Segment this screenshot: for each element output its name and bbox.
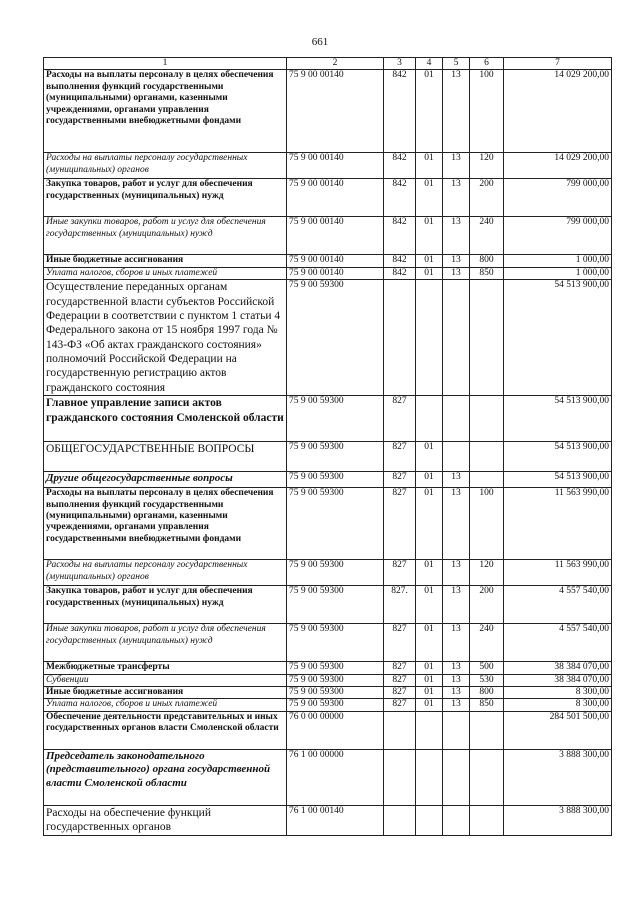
ministry-code: 842 [384, 179, 416, 217]
expense-type-code: 200 [470, 586, 504, 624]
subsection-code: 13 [443, 686, 470, 698]
section-code: 01 [416, 217, 443, 255]
header-cell-7: 7 [504, 58, 612, 70]
section-code: 01 [416, 586, 443, 624]
section-code: 01 [416, 488, 443, 560]
item-name: Другие общегосударственные вопросы [44, 472, 287, 488]
table-row [44, 686, 612, 698]
expense-type-code [470, 749, 504, 805]
item-name: Межбюджетные трансферты [44, 662, 287, 674]
budget-table [43, 57, 612, 836]
subsection-code: 13 [443, 472, 470, 488]
header-cell-1: 1 [44, 58, 287, 70]
item-name: Уплата налогов, сборов и иных платежей [44, 267, 287, 279]
ministry-code: 827 [384, 560, 416, 586]
amount: 284 501 500,00 [504, 711, 612, 749]
amount: 1 000,00 [504, 255, 612, 267]
section-code: 01 [416, 686, 443, 698]
target-code: 75 9 00 59300 [287, 560, 384, 586]
ministry-code: 827 [384, 662, 416, 674]
subsection-code: 13 [443, 699, 470, 711]
ministry-code [384, 711, 416, 749]
ministry-code [384, 805, 416, 835]
amount: 14 029 200,00 [504, 70, 612, 153]
target-code: 75 9 00 00140 [287, 70, 384, 153]
header-cell-6: 6 [470, 58, 504, 70]
target-code: 76 1 00 00000 [287, 749, 384, 805]
target-code: 75 9 00 00140 [287, 153, 384, 179]
subsection-code: 13 [443, 624, 470, 662]
amount: 11 563 990,00 [504, 488, 612, 560]
expense-type-code: 100 [470, 70, 504, 153]
ministry-code: 842 [384, 70, 416, 153]
expense-type-code: 100 [470, 488, 504, 560]
subsection-code: 13 [443, 674, 470, 686]
section-code: 01 [416, 560, 443, 586]
header-cell-4: 4 [416, 58, 443, 70]
expense-type-code: 530 [470, 674, 504, 686]
section-code: 01 [416, 624, 443, 662]
amount: 38 384 070,00 [504, 674, 612, 686]
subsection-code: 13 [443, 662, 470, 674]
amount: 4 557 540,00 [504, 586, 612, 624]
ministry-code: 842 [384, 267, 416, 279]
ministry-code: 827 [384, 624, 416, 662]
subsection-code [443, 396, 470, 442]
subsection-code [443, 711, 470, 749]
table-row [44, 749, 612, 805]
section-code: 01 [416, 472, 443, 488]
ministry-code: 827 [384, 699, 416, 711]
item-name: Субвенции [44, 674, 287, 686]
item-name: Расходы на выплаты персоналу государственных (муниципальных) органов [44, 153, 287, 179]
target-code: 75 9 00 00140 [287, 267, 384, 279]
section-code [416, 749, 443, 805]
section-code [416, 396, 443, 442]
amount: 8 300,00 [504, 699, 612, 711]
expense-type-code [470, 280, 504, 396]
subsection-code [443, 280, 470, 396]
expense-type-code: 120 [470, 560, 504, 586]
expense-type-code: 500 [470, 662, 504, 674]
expense-type-code: 800 [470, 686, 504, 698]
expense-type-code: 200 [470, 179, 504, 217]
header-cell-2: 2 [287, 58, 384, 70]
table-row [44, 662, 612, 674]
target-code: 75 9 00 59300 [287, 686, 384, 698]
amount: 1 000,00 [504, 267, 612, 279]
target-code: 75 9 00 59300 [287, 488, 384, 560]
expense-type-code [470, 472, 504, 488]
target-code: 75 9 00 59300 [287, 442, 384, 472]
section-code: 01 [416, 442, 443, 472]
section-code: 01 [416, 674, 443, 686]
amount: 11 563 990,00 [504, 560, 612, 586]
subsection-code: 13 [443, 70, 470, 153]
table-row [44, 153, 612, 179]
expense-type-code [470, 396, 504, 442]
amount: 799 000,00 [504, 217, 612, 255]
section-code: 01 [416, 70, 443, 153]
section-code: 01 [416, 662, 443, 674]
section-code: 01 [416, 255, 443, 267]
expense-type-code: 240 [470, 217, 504, 255]
subsection-code: 13 [443, 488, 470, 560]
section-code: 01 [416, 699, 443, 711]
ministry-code [384, 749, 416, 805]
item-name: Председатель законодательного (представительного) органа государственной власти Смоленской области [44, 749, 287, 805]
item-name: Главное управление записи актов гражданского состояния Смоленской области [44, 396, 287, 442]
amount: 8 300,00 [504, 686, 612, 698]
expense-type-code [470, 442, 504, 472]
target-code: 75 9 00 00140 [287, 255, 384, 267]
table-row [44, 624, 612, 662]
item-name: Закупка товаров, работ и услуг для обеспечения государственных (муниципальных) нужд [44, 179, 287, 217]
amount: 3 888 300,00 [504, 749, 612, 805]
amount: 4 557 540,00 [504, 624, 612, 662]
ministry-code: 827 [384, 488, 416, 560]
amount: 54 513 900,00 [504, 472, 612, 488]
target-code: 76 1 00 00140 [287, 805, 384, 835]
expense-type-code: 240 [470, 624, 504, 662]
page-number: 661 [311, 36, 329, 48]
subsection-code: 13 [443, 153, 470, 179]
target-code: 75 9 00 59300 [287, 586, 384, 624]
item-name: Обеспечение деятельности представительных и иных государственных органов власти Смоленской области [44, 711, 287, 749]
expense-type-code: 850 [470, 267, 504, 279]
table-row [44, 711, 612, 749]
ministry-code: 842 [384, 255, 416, 267]
item-name: Расходы на выплаты персоналу в целях обеспечения выполнения функций государственными (муниципальными) органами, казенными учреждениями, органами управления государственными внебюджетными фондами [44, 488, 287, 560]
table-row [44, 280, 612, 396]
header-cell-5: 5 [443, 58, 470, 70]
item-name: Расходы на выплаты персоналу государственных (муниципальных) органов [44, 560, 287, 586]
item-name: Закупка товаров, работ и услуг для обеспечения государственных (муниципальных) нужд [44, 586, 287, 624]
target-code: 75 9 00 59300 [287, 699, 384, 711]
ministry-code: 827 [384, 442, 416, 472]
amount: 54 513 900,00 [504, 442, 612, 472]
table-row [44, 586, 612, 624]
target-code: 75 9 00 59300 [287, 472, 384, 488]
subsection-code: 13 [443, 217, 470, 255]
item-name: Иные бюджетные ассигнования [44, 255, 287, 267]
expense-type-code: 120 [470, 153, 504, 179]
subsection-code [443, 805, 470, 835]
table-row [44, 179, 612, 217]
amount: 54 513 900,00 [504, 280, 612, 396]
section-code [416, 711, 443, 749]
target-code: 75 9 00 59300 [287, 396, 384, 442]
item-name: Уплата налогов, сборов и иных платежей [44, 699, 287, 711]
subsection-code: 13 [443, 586, 470, 624]
section-code [416, 805, 443, 835]
ministry-code: 827. [384, 586, 416, 624]
table-row [44, 674, 612, 686]
ministry-code: 827 [384, 686, 416, 698]
header-cell-3: 3 [384, 58, 416, 70]
expense-type-code [470, 805, 504, 835]
item-name: Иные закупки товаров, работ и услуг для обеспечения государственных (муниципальных) нужд [44, 624, 287, 662]
subsection-code: 13 [443, 255, 470, 267]
item-name: Расходы на обеспечение функций государственных органов [44, 805, 287, 835]
table-row [44, 488, 612, 560]
section-code: 01 [416, 267, 443, 279]
header-row [44, 58, 612, 70]
amount: 14 029 200,00 [504, 153, 612, 179]
subsection-code [443, 749, 470, 805]
table-row [44, 442, 612, 472]
ministry-code: 827 [384, 472, 416, 488]
subsection-code [443, 442, 470, 472]
table-row [44, 70, 612, 153]
target-code: 75 9 00 59300 [287, 624, 384, 662]
item-name: Расходы на выплаты персоналу в целях обеспечения выполнения функций государственными (муниципальными) органами, казенными учреждениями, органами управления государственными внебюджетными фондами [44, 70, 287, 153]
table-row [44, 396, 612, 442]
table-row [44, 699, 612, 711]
target-code: 75 9 00 59300 [287, 662, 384, 674]
target-code: 75 9 00 00140 [287, 179, 384, 217]
ministry-code [384, 280, 416, 396]
target-code: 75 9 00 00140 [287, 217, 384, 255]
table-row [44, 217, 612, 255]
expense-type-code [470, 711, 504, 749]
amount: 38 384 070,00 [504, 662, 612, 674]
section-code: 01 [416, 179, 443, 217]
item-name: Иные бюджетные ассигнования [44, 686, 287, 698]
target-code: 75 9 00 59300 [287, 280, 384, 396]
amount: 54 513 900,00 [504, 396, 612, 442]
amount: 799 000,00 [504, 179, 612, 217]
table-row [44, 255, 612, 267]
table-row [44, 267, 612, 279]
expense-type-code: 850 [470, 699, 504, 711]
ministry-code: 842 [384, 153, 416, 179]
table-row [44, 472, 612, 488]
subsection-code: 13 [443, 179, 470, 217]
table-row [44, 805, 612, 835]
ministry-code: 827 [384, 396, 416, 442]
target-code: 76 0 00 00000 [287, 711, 384, 749]
amount: 3 888 300,00 [504, 805, 612, 835]
item-name: Иные закупки товаров, работ и услуг для обеспечения государственных (муниципальных) нужд [44, 217, 287, 255]
ministry-code: 827 [384, 674, 416, 686]
ministry-code: 842 [384, 217, 416, 255]
table-row [44, 560, 612, 586]
expense-type-code: 800 [470, 255, 504, 267]
subsection-code: 13 [443, 560, 470, 586]
item-name: ОБЩЕГОСУДАРСТВЕННЫЕ ВОПРОСЫ [44, 442, 287, 472]
subsection-code: 13 [443, 267, 470, 279]
section-code: 01 [416, 153, 443, 179]
target-code: 75 9 00 59300 [287, 674, 384, 686]
section-code [416, 280, 443, 396]
item-name: Осуществление переданных органам государственной власти субъектов Российской Федерации в соответствии с пунктом 1 статьи 4 Федерального закона от 15 ноября 1997 года № 143-ФЗ «Об актах гражданского состояния» полномочий Российской Федерации на государственную регистрацию актов гражданского состояния [44, 280, 287, 396]
